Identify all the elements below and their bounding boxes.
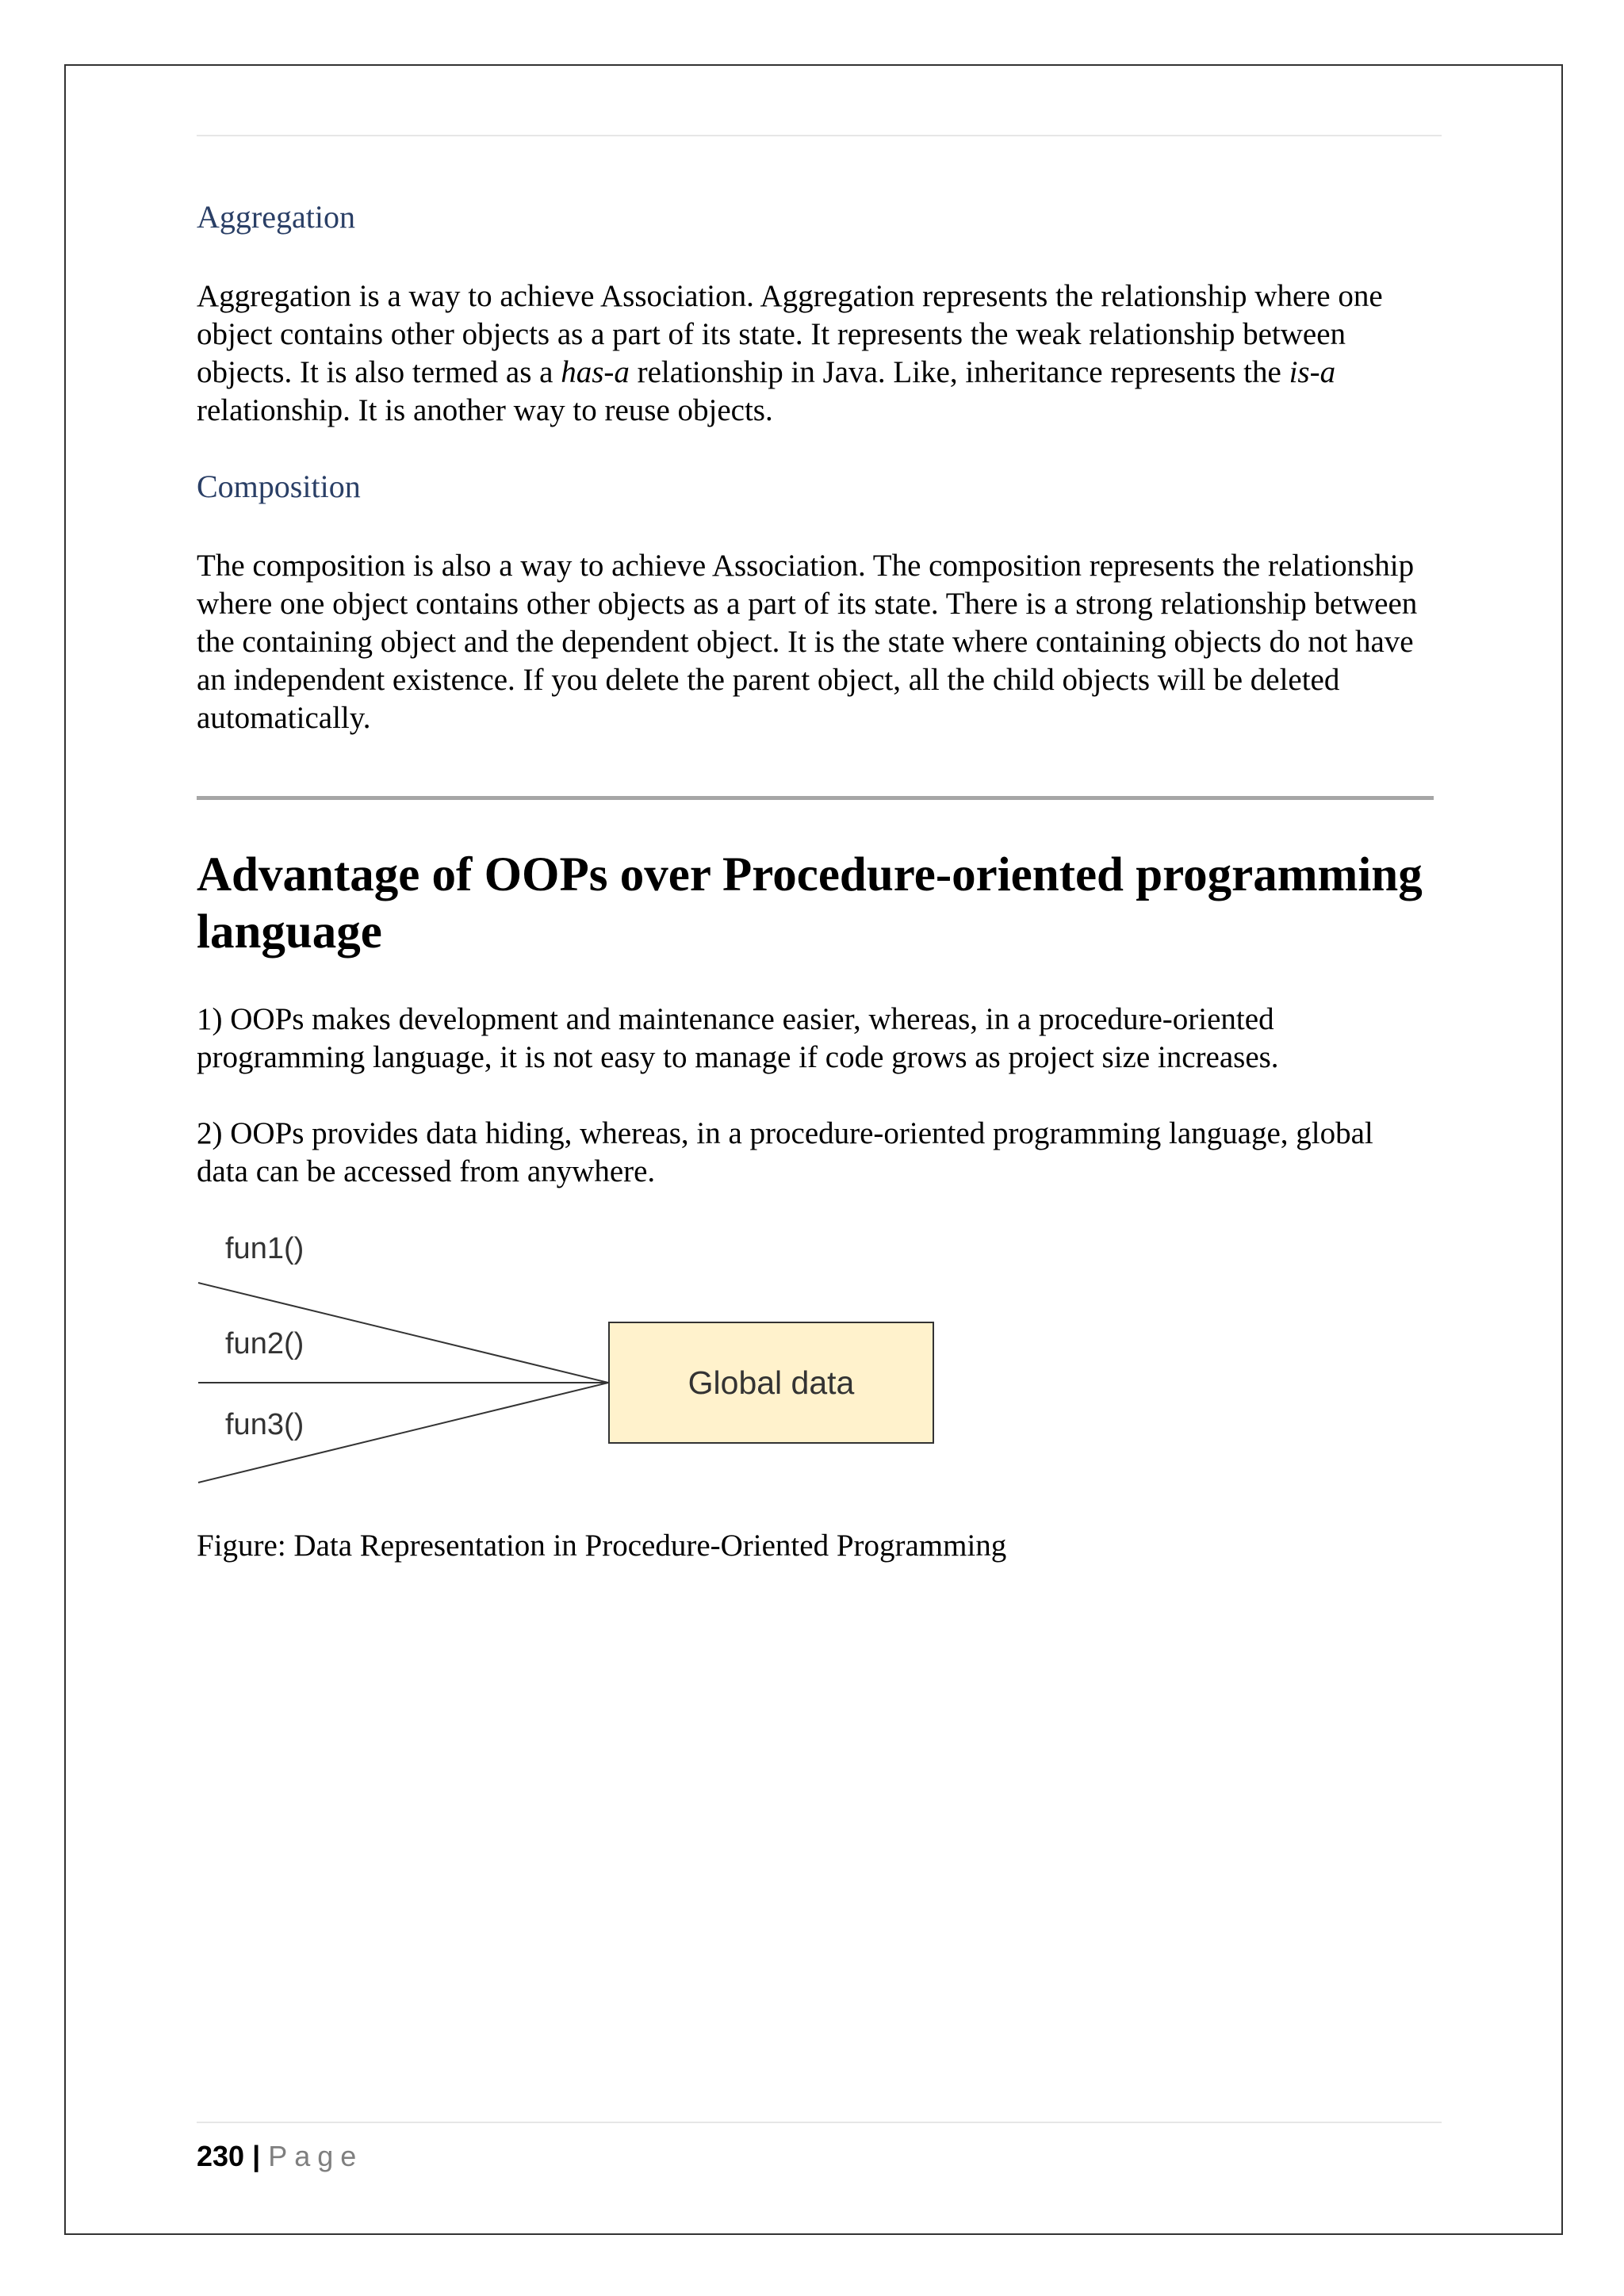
page-number: 230: [197, 2140, 245, 2172]
aggregation-text-2: relationship in Java. Like, inheritance represents the: [629, 355, 1289, 389]
global-data-box: [608, 1322, 934, 1444]
has-a-term: has-a: [561, 355, 630, 389]
aggregation-heading: Aggregation: [197, 199, 355, 235]
header-rule: [197, 135, 1442, 136]
fun3-label: fun3(): [225, 1408, 304, 1441]
composition-paragraph: The composition is also a way to achieve Association. The composition represents the relationship where one object contains other objects as a part of its state. There is a strong relationship between the containing object and the dependent object. It is the state where containing objects do not have an independent existence. If you delete the parent object, all the child objects will be deleted automatically.: [197, 549, 1418, 735]
advantage-point-2: 2) OOPs provides data hiding, whereas, in a procedure-oriented programming language, global data can be accessed from anywhere.: [197, 1116, 1373, 1188]
footer-separator: |: [252, 2140, 261, 2172]
footer-rule: [197, 2122, 1442, 2123]
global-data-label: Global data: [688, 1364, 855, 1401]
aggregation-text-1: Aggregation is a way to achieve Association. Aggregation represents the relationship where one object contains other objects as a part of its state. It represents the weak relationship between objects. It is also termed as a: [197, 279, 1383, 389]
aggregation-paragraph: [197, 277, 1442, 430]
section-divider: [197, 796, 1434, 800]
aggregation-text-3: relationship. It is another way to reuse objects.: [197, 393, 773, 427]
global-data-diagram: [197, 1229, 950, 1498]
fun1-label: fun1(): [225, 1232, 304, 1265]
advantage-heading: Advantage of OOPs over Procedure-oriented programming language: [197, 848, 1423, 959]
page-footer: [197, 2142, 363, 2171]
advantage-point-1: 1) OOPs makes development and maintenance easier, whereas, in a procedure-oriented programming language, it is not easy to manage if code grows as project size increases.: [197, 1002, 1279, 1074]
fun2-label: fun2(): [225, 1327, 304, 1360]
composition-heading: Composition: [197, 469, 361, 504]
page-word: Page: [268, 2140, 364, 2172]
figure-caption: Figure: Data Representation in Procedure-Oriented Programming: [197, 1529, 1007, 1563]
is-a-term: is-a: [1289, 355, 1336, 389]
